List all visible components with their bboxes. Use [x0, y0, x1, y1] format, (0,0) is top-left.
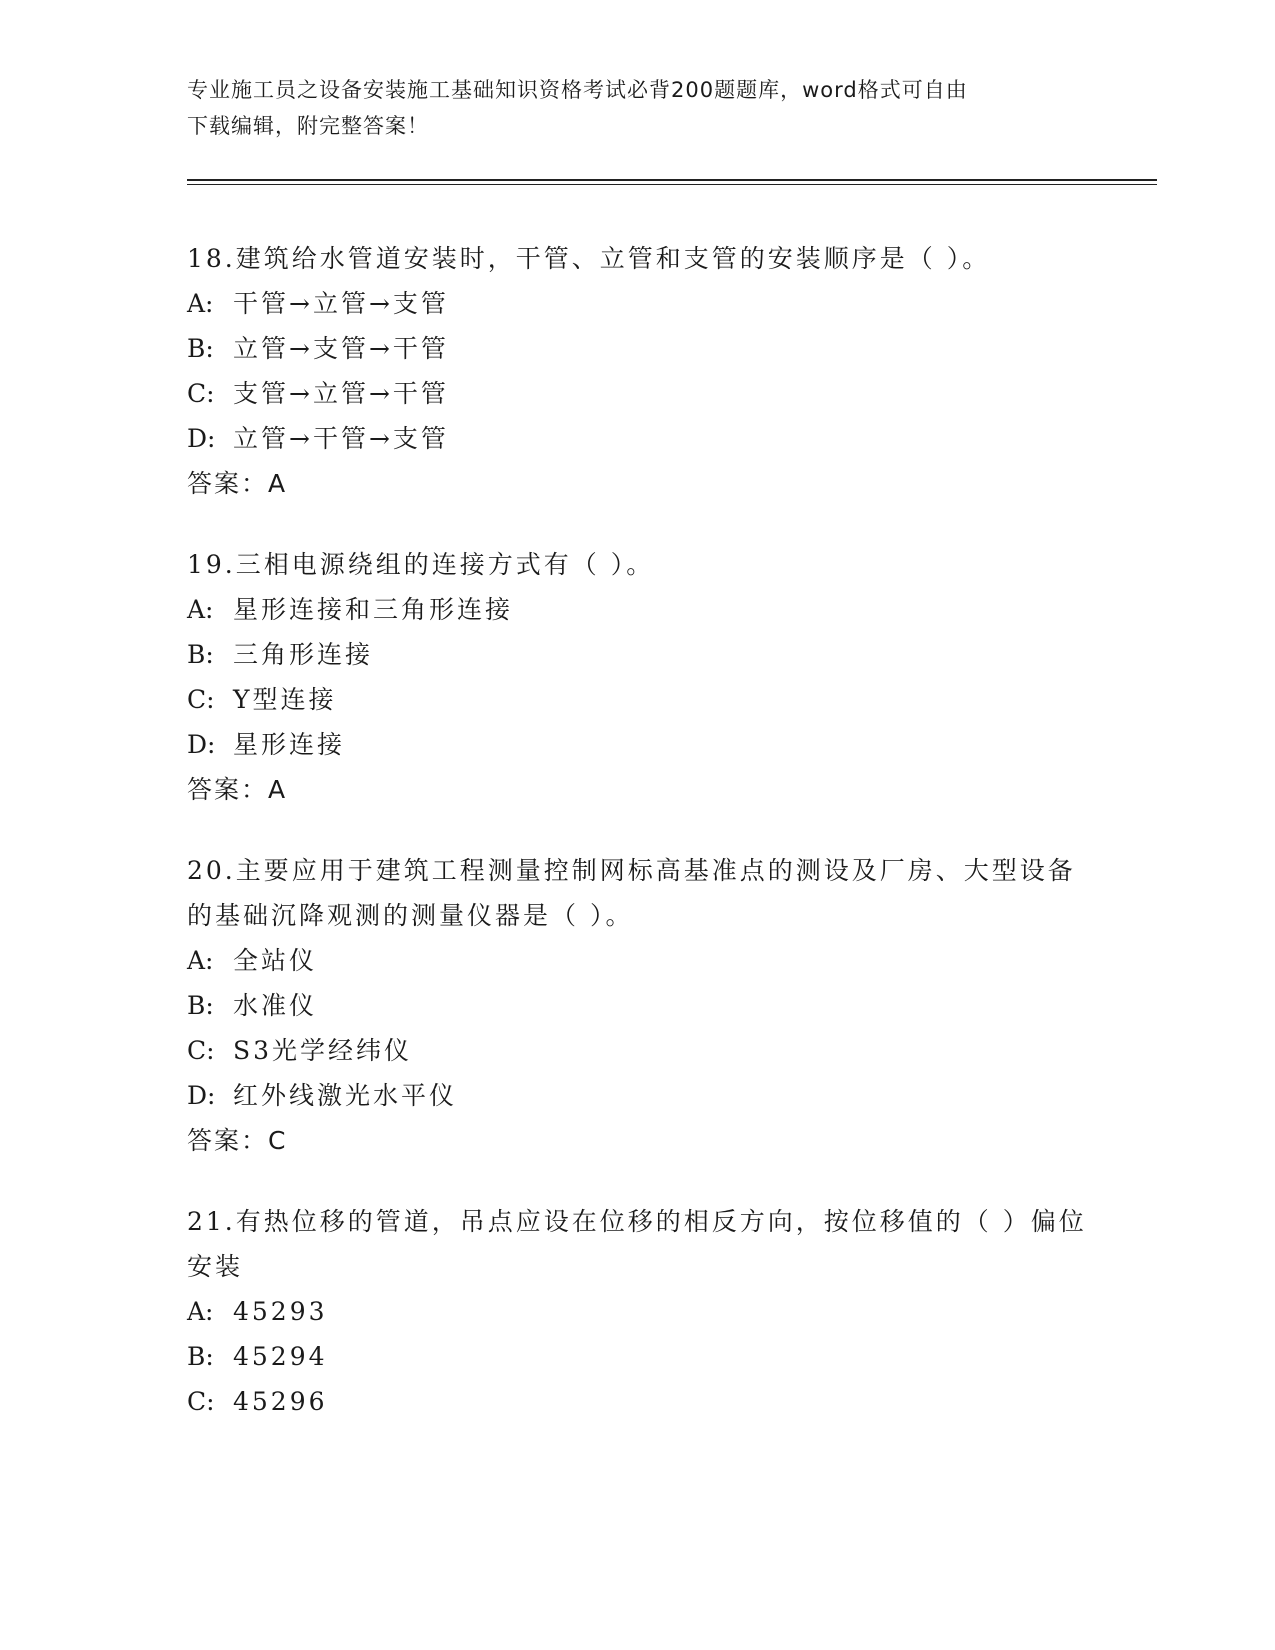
option-text: 45293 [233, 1297, 328, 1326]
question-20 [187, 848, 1087, 1163]
answer-text: 答案：C [187, 1126, 288, 1155]
option-text: 星形连接 [233, 730, 346, 759]
option-text: 45294 [233, 1342, 328, 1371]
option-b [187, 983, 1087, 1028]
option-letter: B: [187, 991, 214, 1020]
option-letter: A: [187, 946, 214, 975]
option-text: 三角形连接 [233, 640, 374, 669]
option-letter: B: [187, 1342, 214, 1371]
question-stem: 18.建筑给水管道安装时，干管、立管和支管的安装顺序是（ ）。 [187, 244, 991, 273]
question-stem: 20.主要应用于建筑工程测量控制网标高基准点的测设及厂房、大型设备的基础沉降观测的测量仪器是（ ）。 [187, 856, 1076, 930]
option-c [187, 371, 1087, 416]
answer-text: 答案：A [187, 469, 288, 498]
option-text: 干管→立管→支管 [233, 289, 449, 318]
option-letter: D: [187, 1081, 216, 1110]
question-21 [187, 1199, 1087, 1424]
option-a [187, 281, 1087, 326]
option-letter: D: [187, 424, 216, 453]
question-stem: 21.有热位移的管道，吊点应设在位移的相反方向，按位移值的（ ）偏位安装 [187, 1207, 1087, 1281]
header-line-2: 下载编辑，附完整答案！ [187, 114, 429, 138]
header-divider-thin [187, 184, 1157, 185]
option-text: Y型连接 [233, 685, 337, 714]
option-text: 全站仪 [233, 946, 318, 975]
option-text: 星形连接和三角形连接 [233, 595, 514, 624]
option-text: 红外线激光水平仪 [233, 1081, 458, 1110]
question-19 [187, 542, 1087, 812]
option-b [187, 632, 1087, 677]
answer-text: 答案：A [187, 775, 288, 804]
question-stem: 19.三相电源绕组的连接方式有（ ）。 [187, 550, 655, 579]
option-text: 立管→干管→支管 [233, 424, 449, 453]
option-c [187, 677, 1087, 722]
header-line-1: 专业施工员之设备安装施工基础知识资格考试必背200题题库，word格式可自由 [187, 78, 968, 102]
option-letter: B: [187, 334, 214, 363]
option-letter: A: [187, 289, 214, 318]
option-d [187, 722, 1087, 767]
option-letter: C: [187, 1387, 215, 1416]
option-letter: A: [187, 595, 214, 624]
option-c [187, 1379, 1087, 1424]
option-d [187, 1073, 1087, 1118]
option-text: 45296 [233, 1387, 328, 1416]
option-text: 立管→支管→干管 [233, 334, 449, 363]
option-d [187, 416, 1087, 461]
option-letter: A: [187, 1297, 214, 1326]
option-b [187, 326, 1087, 371]
option-c [187, 1028, 1087, 1073]
question-list [187, 236, 1087, 1460]
option-a [187, 587, 1087, 632]
option-letter: D: [187, 730, 216, 759]
document-header [187, 72, 1087, 144]
option-text: 水准仪 [233, 991, 318, 1020]
option-text: 支管→立管→干管 [233, 379, 449, 408]
option-a [187, 1289, 1087, 1334]
header-divider-thick [187, 179, 1157, 181]
option-letter: B: [187, 640, 214, 669]
option-letter: C: [187, 685, 215, 714]
option-a [187, 938, 1087, 983]
option-letter: C: [187, 379, 215, 408]
option-letter: C: [187, 1036, 215, 1065]
question-18 [187, 236, 1087, 506]
option-b [187, 1334, 1087, 1379]
option-text: S3光学经纬仪 [233, 1036, 413, 1065]
